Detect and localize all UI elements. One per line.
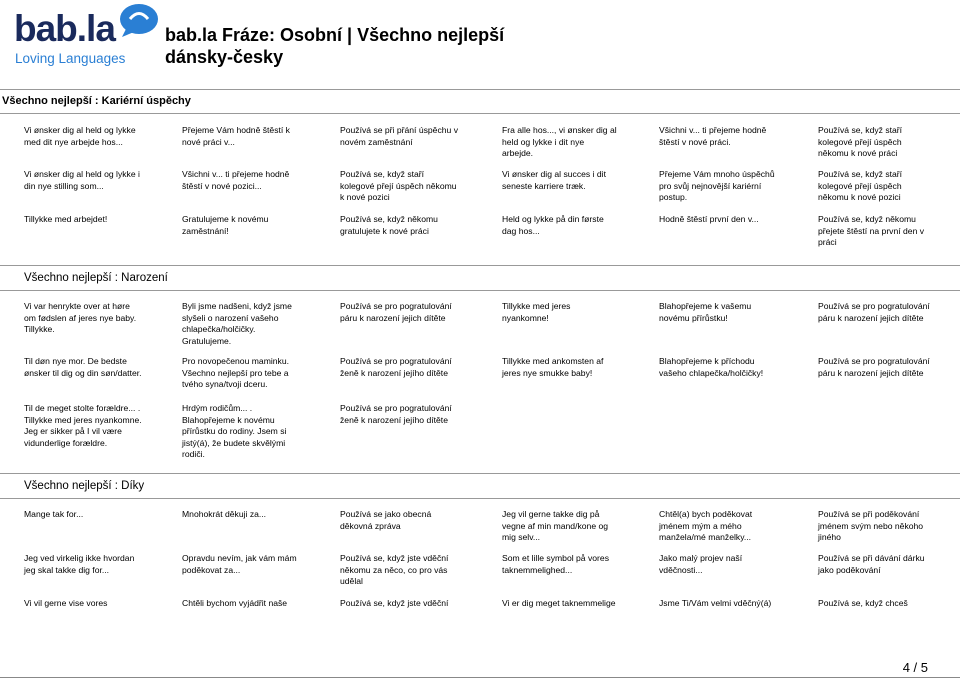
- phrase-translation[interactable]: Gratulujeme k novému zaměstnání!: [182, 214, 269, 236]
- phrase-usage-note: Používá se, když jste vděční někomu za něco, co pro vás udělal: [340, 553, 449, 587]
- phrase-usage-note: Používá se pro pogratulování páru k narození jejich dítěte: [818, 301, 930, 323]
- phrase-source[interactable]: Fra alle hos..., vi ønsker dig al held og lykke i dit nye arbejde.: [502, 125, 617, 159]
- phrase-source[interactable]: Vi ønsker dig al held og lykke i din nye stilling som...: [24, 169, 140, 191]
- phrase-usage-note: Používá se, když staří kolegové přejí úspěch někomu k nové práci: [818, 125, 903, 159]
- phrase-usage-note: Používá se, když někomu gratulujete k nové práci: [340, 214, 438, 236]
- phrase-translation[interactable]: Přejeme Vám hodně štěstí k nové práci v...: [182, 125, 290, 147]
- phrase-translation[interactable]: Hrdým rodičům... . Blahopřejeme k novému přírůstku do rodiny. Jsem si jistý(á), že budete skvělými rodiči.: [182, 403, 287, 460]
- phrase-translation[interactable]: Byli jsme nadšeni, když jsme slyšeli o narození vašeho chlapečka/holčičky. Gratulujeme.: [182, 301, 292, 346]
- phrase-translation[interactable]: Opravdu nevím, jak vám mám poděkovat za...: [182, 553, 297, 575]
- phrase-source[interactable]: Vi vil gerne vise vores: [24, 598, 108, 608]
- title-line-2: dánsky-česky: [165, 47, 284, 67]
- phrase-translation[interactable]: Přejeme Vám mnoho úspěchů pro svůj nejnovější kariérní postup.: [659, 169, 775, 203]
- phrase-usage-note: Používá se, když jste vděční: [340, 598, 449, 608]
- phrase-translation[interactable]: Pro novopečenou maminku. Všechno nejlepší pro tebe a tvého syna/tvoji dceru.: [182, 356, 290, 390]
- phrase-source[interactable]: Vi var henrykte over at høre om fødslen af jeres nye baby. Tillykke.: [24, 301, 137, 335]
- section-title: Všechno nejlepší : Díky: [24, 480, 145, 492]
- phrase-usage-note: Používá se pro pogratulování ženě k narození jejího dítěte: [340, 403, 452, 425]
- babla-logo[interactable]: [14, 0, 154, 70]
- page-title: [165, 24, 565, 68]
- section-title: Všechno nejlepší : Kariérní úspěchy: [2, 95, 191, 107]
- phrase-translation[interactable]: Chtěli bychom vyjádřit naše: [182, 598, 288, 608]
- phrase-translation[interactable]: Jako malý projev naší vděčnosti...: [659, 553, 743, 575]
- phrase-translation[interactable]: Chtěl(a) bych poděkovat jménem mým a mého manžela/mé manželky...: [659, 509, 753, 543]
- phrase-translation[interactable]: Hodně štěstí první den v...: [659, 214, 759, 224]
- phrase-usage-note: Používá se, když staří kolegové přejí úspěch někomu k nové pozici: [340, 169, 457, 203]
- section-title: Všechno nejlepší : Narození: [24, 272, 168, 284]
- phrase-source[interactable]: Held og lykke på din første dag hos...: [502, 214, 604, 236]
- phrase-translation[interactable]: Všichni v... ti přejeme hodně štěstí v nové pozici...: [182, 169, 290, 191]
- phrase-source[interactable]: Mange tak for...: [24, 509, 84, 519]
- phrase-source[interactable]: Vi er dig meget taknemmelige: [502, 598, 616, 608]
- phrase-usage-note: Používá se, když někomu přejete štěstí na první den v práci: [818, 214, 925, 248]
- speech-bubble-icon: [118, 2, 160, 38]
- phrase-source[interactable]: Tillykke med arbejdet!: [24, 214, 108, 224]
- phrase-translation[interactable]: Blahopřejeme k příchodu vašeho chlapečka/holčičky!: [659, 356, 764, 378]
- phrase-usage-note: Používá se, když staří kolegové přejí úspěch někomu k nové pozici: [818, 169, 903, 203]
- phrase-usage-note: Používá se pro pogratulování páru k narození jejich dítěte: [340, 301, 452, 323]
- divider: [0, 113, 960, 114]
- title-line-1: bab.la Fráze: Osobní | Všechno nejlepší: [165, 25, 505, 45]
- phrase-usage-note: Používá se pro pogratulování páru k narození jejich dítěte: [818, 356, 930, 378]
- page-number: 4 / 5: [902, 660, 928, 675]
- logo-tagline: Loving Languages: [15, 51, 126, 66]
- phrase-source[interactable]: Til de meget stolte forældre... . Tillykke med jeres nyankomne. Jeg er sikker på I vil være vidunderlige forældre.: [24, 403, 142, 448]
- phrase-source[interactable]: Tillykke med ankomsten af jeres nye smukke baby!: [502, 356, 604, 378]
- phrase-usage-note: Používá se při dávání dárku jako poděkování: [818, 553, 925, 575]
- logo-wordmark: bab.la: [14, 8, 115, 49]
- phrase-source[interactable]: Jeg vil gerne takke dig på vegne af min mand/kone og mig selv...: [502, 509, 609, 543]
- divider: [0, 89, 960, 90]
- phrase-translation[interactable]: Jsme Ti/Vám velmi vděčný(á): [659, 598, 772, 608]
- phrase-source[interactable]: Vi ønsker dig al succes i dit seneste karriere træk.: [502, 169, 606, 191]
- phrase-source[interactable]: Som et lille symbol på vores taknemmelighed...: [502, 553, 609, 575]
- divider: [0, 498, 960, 499]
- phrase-translation[interactable]: Blahopřejeme k vašemu novému přírůstku!: [659, 301, 752, 323]
- phrase-usage-note: Používá se, když chceš: [818, 598, 908, 608]
- phrase-usage-note: Používá se při přání úspěchu v novém zaměstnání: [340, 125, 458, 147]
- phrase-source[interactable]: Tillykke med jeres nyankomne!: [502, 301, 571, 323]
- phrase-source[interactable]: Vi ønsker dig al held og lykke med dit nye arbejde hos...: [24, 125, 136, 147]
- section-heading-karierni: [0, 92, 960, 114]
- phrase-usage-note: Používá se při poděkování jménem svým nebo někoho jiného: [818, 509, 924, 543]
- phrase-translation[interactable]: Všichni v... ti přejeme hodně štěstí v nové práci.: [659, 125, 767, 147]
- divider: [0, 290, 960, 291]
- phrase-source[interactable]: Jeg ved virkelig ikke hvordan jeg skal takke dig for...: [24, 553, 135, 575]
- section-heading-diky: [0, 477, 960, 499]
- section-heading-narozeni: [0, 269, 960, 291]
- divider: [0, 473, 960, 474]
- phrase-source[interactable]: Til døn nye mor. De bedste ønsker til dig og din søn/datter.: [24, 356, 142, 378]
- phrase-usage-note: Používá se pro pogratulování ženě k narození jejího dítěte: [340, 356, 452, 378]
- phrase-translation[interactable]: Mnohokrát děkuji za...: [182, 509, 267, 519]
- divider: [0, 265, 960, 266]
- phrase-usage-note: Používá se jako obecná děkovná zpráva: [340, 509, 432, 531]
